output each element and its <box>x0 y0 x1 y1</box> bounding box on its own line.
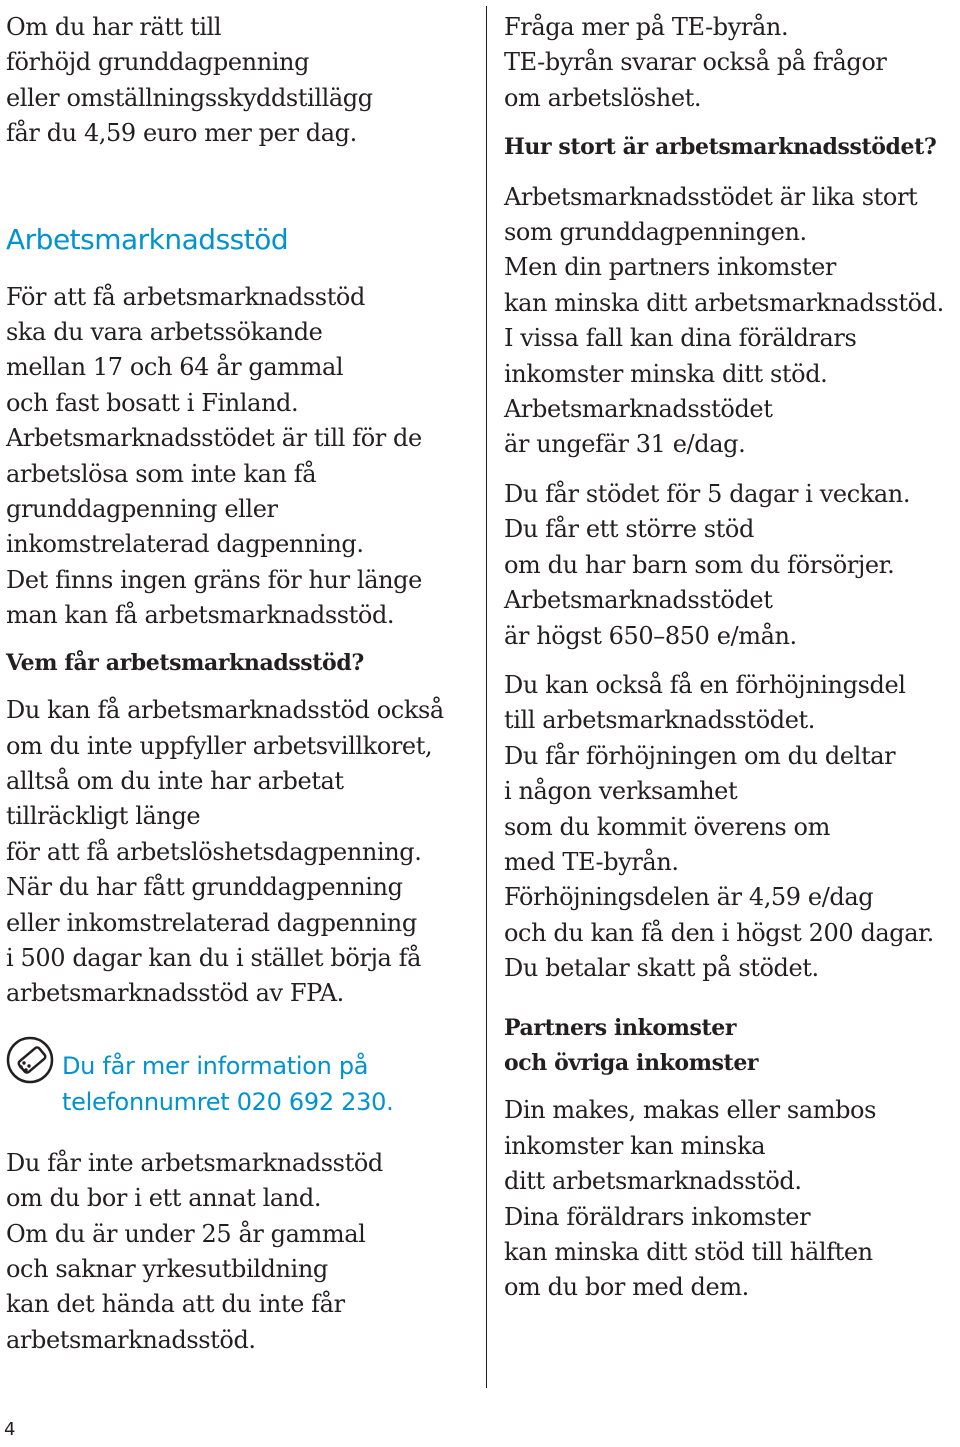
page-number: 4 <box>4 1419 16 1440</box>
phone-info <box>6 1034 476 1120</box>
income-paragraph: Din makes, makas eller sambos inkomster kan minska ditt arbetsmarknadsstöd. Dina föräldrars inkomster kan minska ditt stöd till hälften om du bor med dem. <box>504 1096 877 1302</box>
ask-paragraph: Fråga mer på TE-byrån. TE-byrån svarar också på frågor om arbetslöshet. <box>504 13 887 112</box>
who-heading: Vem får arbetsmarknadsstöd? <box>6 649 364 676</box>
intro-paragraph: Om du har rätt till förhöjd grunddagpenning eller omställningsskyddstillägg får du 4,59 euro mer per dag. <box>6 13 373 148</box>
left-column <box>6 10 476 1358</box>
eligibility-paragraph: För att få arbetsmarknadsstöd ska du vara arbetssökande mellan 17 och 64 år gammal och fast bosatt i Finland. Arbetsmarknadsstödet är till för de arbetslösa som inte kan få grunddagpenning eller inkomstrelaterad dagpenning. Det finns ingen gräns för hur länge man kan få arbetsmarknadsstöd. <box>6 282 422 630</box>
income-heading: Partners inkomster och övriga inkomster <box>504 1014 759 1076</box>
right-column <box>504 10 956 1306</box>
size-paragraph: Arbetsmarknadsstödet är lika stort som grunddagpenningen. Men din partners inkomster kan minska ditt arbetsmarknadsstöd. I vissa fall kan dina föräldrars inkomster minska ditt stöd. Arbetsmarknadsstödet är ungefär 31 e/dag. <box>504 182 944 459</box>
days-paragraph: Du får stödet för 5 dagar i veckan. Du får ett större stöd om du har barn som du försörjer. Arbetsmarknadsstödet är högst 650–850 e/mån. <box>504 479 911 650</box>
phone-icon <box>6 1036 54 1084</box>
column-divider <box>486 6 487 1388</box>
not-eligible-paragraph: Du får inte arbetsmarknadsstöd om du bor i ett annat land. Om du är under 25 år gammal och saknar yrkesutbildning kan det hända att du inte får arbetsmarknadsstöd. <box>6 1148 383 1354</box>
increase-paragraph: Du kan också få en förhöjningsdel till arbetsmarknadsstödet. Du får förhöjningen om du deltar i någon verksamhet som du kommit överens om med TE-byrån. Förhöjningsdelen är 4,59 e/dag och du kan få den i högst 200 dagar. Du betalar skatt på stödet. <box>504 670 934 983</box>
size-heading: Hur stort är arbetsmarknadsstödet? <box>504 134 937 161</box>
phone-info-text: Du får mer information på telefonnumret 020 692 230. <box>62 1051 394 1116</box>
who-paragraph: Du kan få arbetsmarknadsstöd också om du inte uppfyller arbetsvillkoret, alltså om du inte har arbetat tillräckligt länge för att få arbetslöshetsdagpenning. När du har fått grunddagpenning eller inkomstrelaterad dagpenning i 500 dagar kan du i stället börja få arbetsmarknadsstöd av FPA. <box>6 696 444 1008</box>
section-title: Arbetsmarknadsstöd <box>6 222 289 256</box>
